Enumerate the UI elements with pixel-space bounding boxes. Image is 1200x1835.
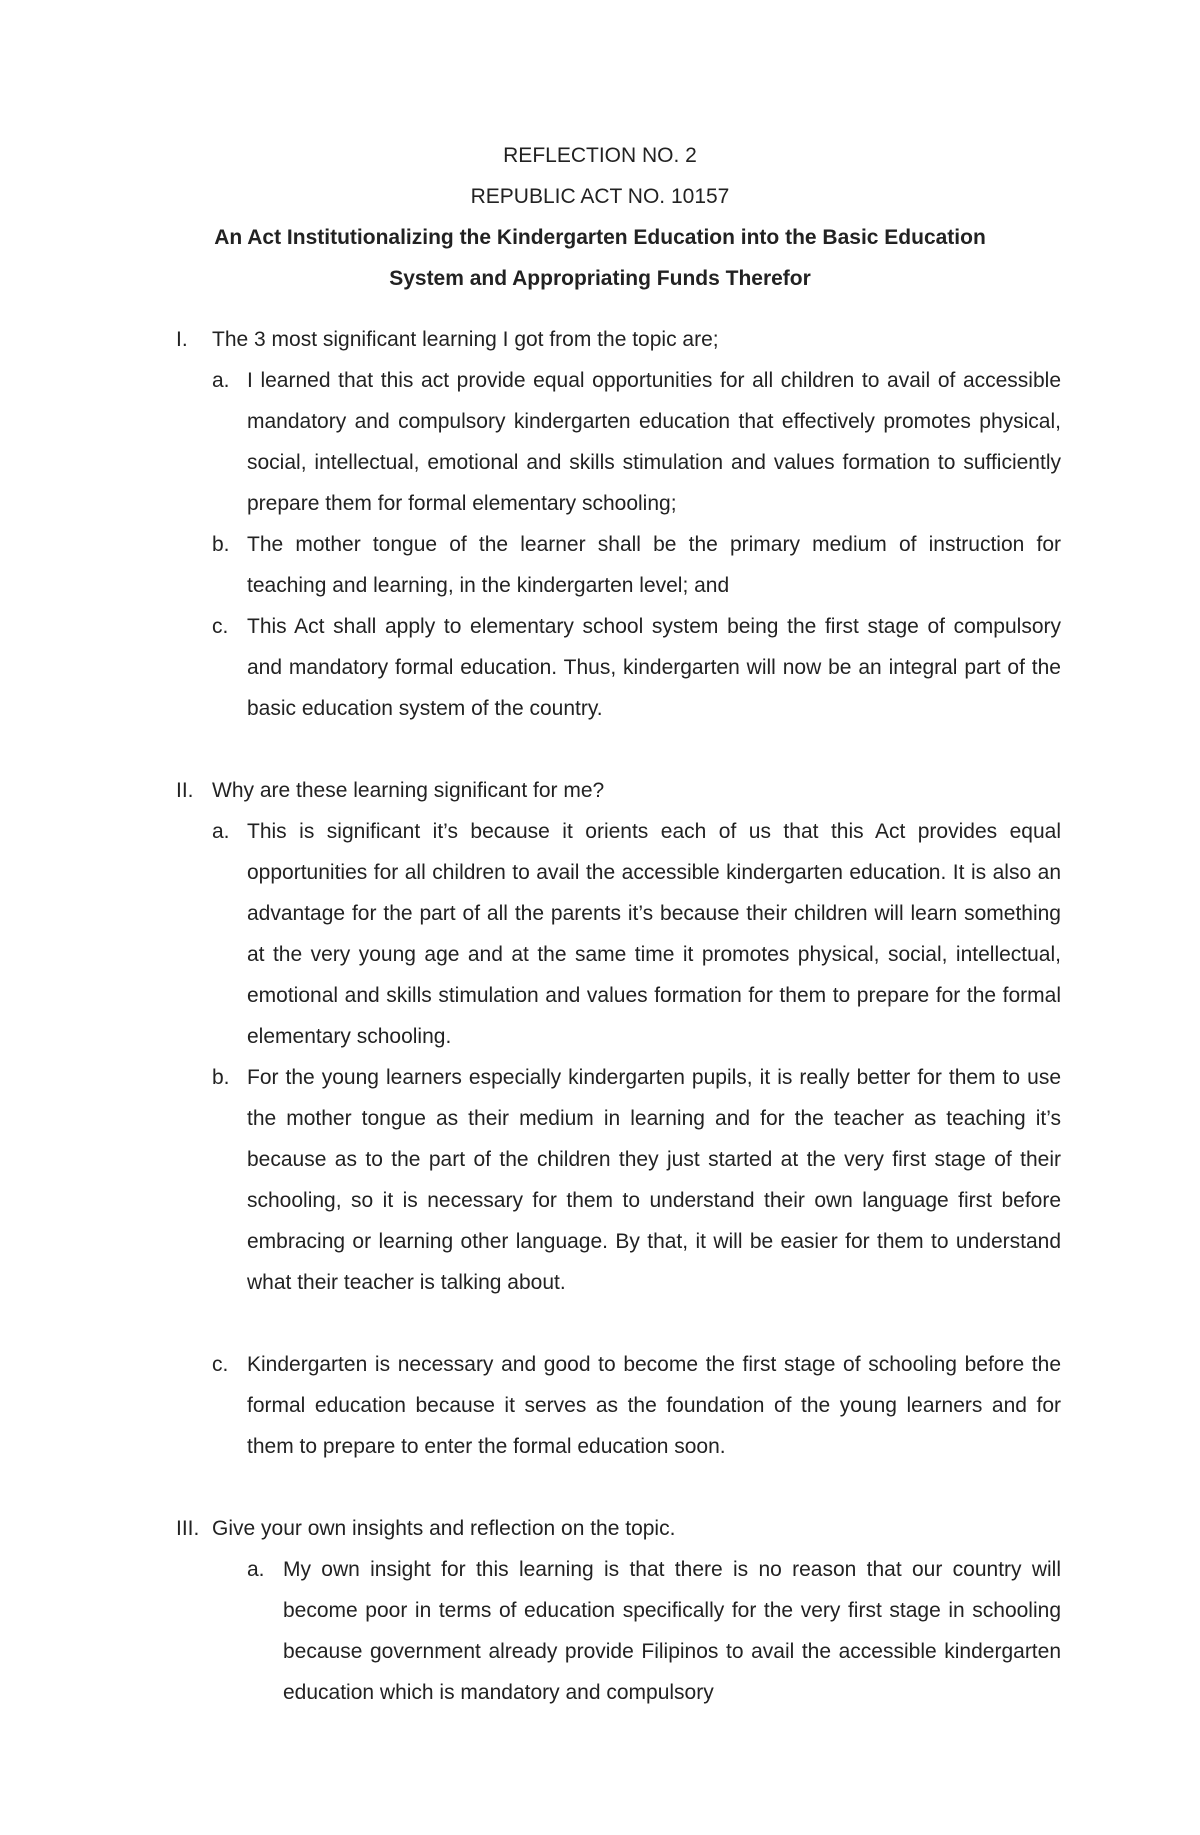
item-text: This Act shall apply to elementary school system being the first stage of compulsory and mandatory formal education. Thus, kindergarten will now be an integral part of the basic education system of the country. — [247, 615, 1061, 720]
section-1-heading-text: The 3 most significant learning I got from the topic are; — [212, 328, 719, 351]
section-3-numeral: III. — [176, 1517, 200, 1540]
item-text: For the young learners especially kindergarten pupils, it is really better for them to use the mother tongue as their medium in learning and for the teacher as teaching it’s because as to the part of the children they just started at the very first stage of their schooling, so it is necessary for them to understand their own language first before embracing or learning other language. By that, it will be easier for them to understand what their teacher is talking about. — [247, 1066, 1061, 1294]
item-text: My own insight for this learning is that there is no reason that our country will become poor in terms of education specifically for the very first stage in schooling because government already provide Filipinos to avail the accessible kindergarten education which is mandatory and compulsory — [283, 1558, 1061, 1704]
act-title-line-2: System and Appropriating Funds Therefor — [389, 267, 811, 290]
item-letter: b. — [212, 533, 230, 556]
item-letter: a. — [247, 1558, 265, 1581]
item-letter: c. — [212, 1353, 229, 1376]
section-3-heading-text: Give your own insights and reflection on the topic. — [212, 1517, 676, 1540]
item-letter: b. — [212, 1066, 230, 1089]
item-letter: a. — [212, 369, 230, 392]
section-2-heading-text: Why are these learning significant for me? — [212, 779, 605, 802]
section-1-item-b — [0, 524, 1200, 606]
section-1-numeral: I. — [176, 328, 188, 351]
section-3-item-a — [0, 1549, 1200, 1713]
republic-act-heading: REPUBLIC ACT NO. 10157 — [470, 185, 730, 208]
section-1-item-a — [0, 360, 1200, 524]
item-text: The mother tongue of the learner shall be the primary medium of instruction for teaching and learning, in the kindergarten level; and — [247, 533, 1061, 597]
section-1-item-c — [0, 606, 1200, 729]
item-letter: a. — [212, 820, 230, 843]
item-text: Kindergarten is necessary and good to become the first stage of schooling before the formal education because it serves as the foundation of the young learners and for them to prepare to enter the formal education soon. — [247, 1353, 1061, 1458]
section-2-numeral: II. — [176, 779, 194, 802]
item-text: I learned that this act provide equal opportunities for all children to avail of accessible mandatory and compulsory kindergarten education that effectively promotes physical, social, intellectual, emotional and skills stimulation and values formation to sufficiently prepare them for formal elementary schooling; — [247, 369, 1061, 515]
item-letter: c. — [212, 615, 229, 638]
item-text: This is significant it’s because it orients each of us that this Act provides equal opportunities for all children to avail the accessible kindergarten education. It is also an advantage for the part of all the parents it’s because their children will learn something at the very young age and at the same time it promotes physical, social, intellectual, emotional and skills stimulation and values formation for them to prepare for the formal elementary schooling. — [247, 820, 1061, 1048]
section-2-item-a — [0, 811, 1200, 1057]
reflection-number-heading: REFLECTION NO. 2 — [503, 144, 697, 167]
section-2-item-c — [0, 1344, 1200, 1467]
section-2-item-b — [0, 1057, 1200, 1344]
act-title-line-1: An Act Institutionalizing the Kindergarten Education into the Basic Education — [214, 226, 986, 249]
